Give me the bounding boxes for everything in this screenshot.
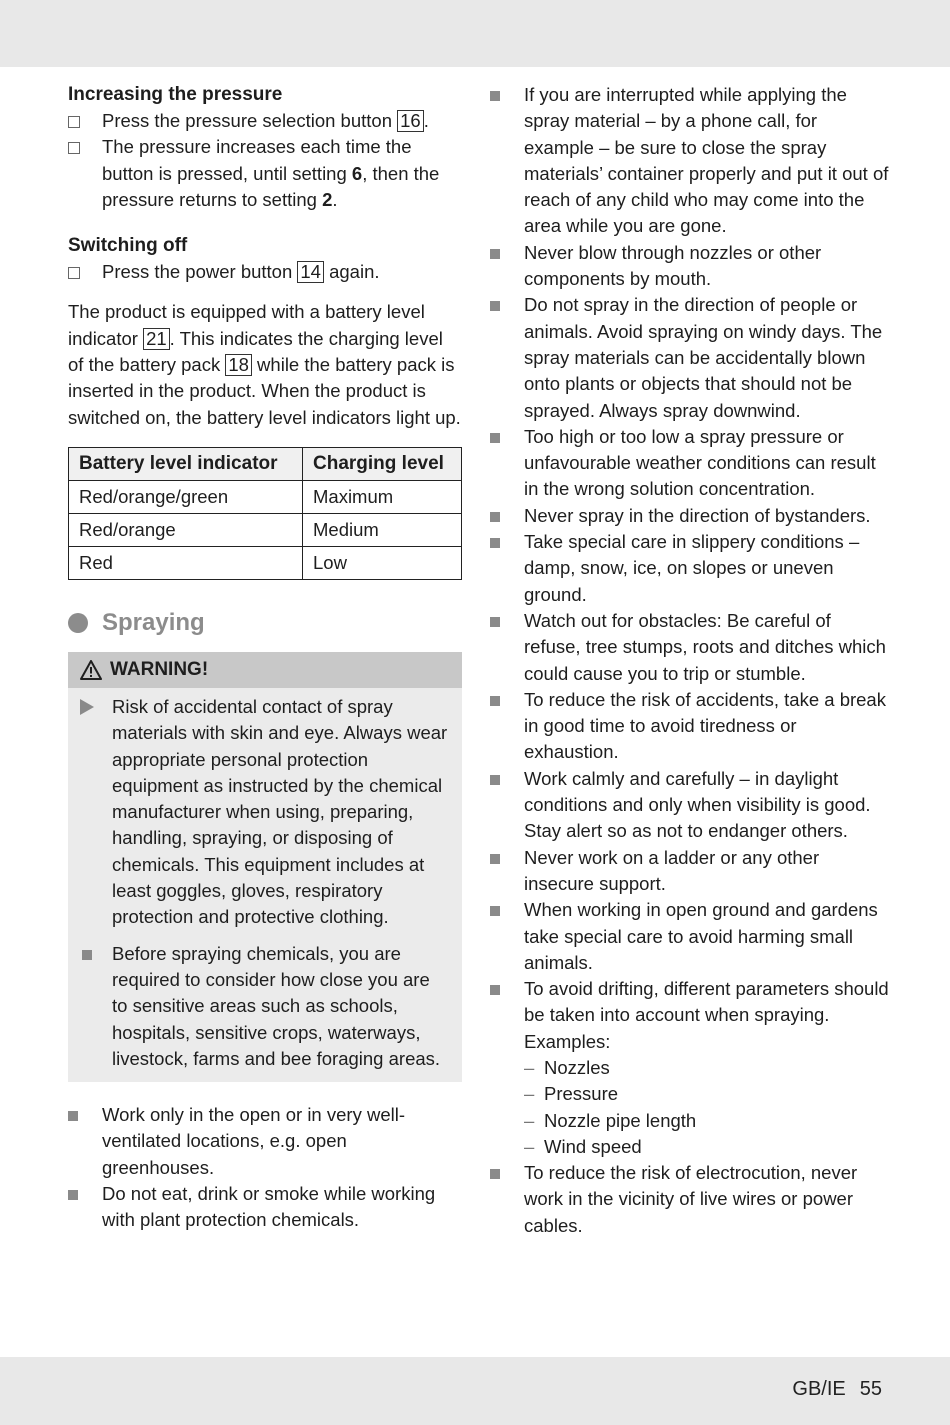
example-item: – Pressure bbox=[524, 1081, 890, 1107]
square-bullet-icon bbox=[490, 301, 500, 311]
warning-title: WARNING! bbox=[110, 658, 209, 680]
region-label: GB/IE bbox=[792, 1378, 846, 1400]
pressure-step-2: The pressure increases each time the button is pressed, until setting 6, then the pressure returns to setting 2. bbox=[68, 134, 462, 213]
pressure-step-1: Press the pressure selection button 16 . bbox=[68, 108, 462, 134]
square-bullet-icon bbox=[68, 1190, 78, 1200]
list-item: Work only in the open or in very well-ventilated locations, e.g. open greenhouses. bbox=[68, 1102, 462, 1181]
ref-box: 14 bbox=[297, 261, 324, 283]
square-bullet-icon bbox=[490, 538, 500, 548]
square-bullet-icon bbox=[490, 249, 500, 259]
pressure-heading: Increasing the pressure bbox=[68, 84, 283, 105]
square-bullet-icon bbox=[82, 950, 92, 960]
square-bullet-icon bbox=[490, 91, 500, 101]
square-bullet-icon bbox=[490, 906, 500, 916]
page-footer bbox=[792, 1378, 882, 1401]
list-item: Do not spray in the direction of people or animals. Avoid spraying on windy days. The spray materials can be accidentally blown onto plants or objects that should not be sprayed. Always spray downwind. bbox=[490, 292, 890, 423]
example-item: – Nozzle pipe length bbox=[524, 1108, 890, 1134]
examples-label: Examples: bbox=[524, 1030, 611, 1052]
list-item: To reduce the risk of electrocution, never work in the vicinity of live wires or power cables. bbox=[490, 1160, 890, 1239]
switching-off-step: Press the power button 14 again. bbox=[68, 259, 462, 285]
list-item: When working in open ground and gardens take special care to avoid harming small animals. bbox=[490, 897, 890, 976]
warning-item: Before spraying chemicals, you are required to consider how close you are to sensitive areas such as schools, hospitals, sensitive crops, waterways, livestock, farms and bee foraging areas. bbox=[68, 941, 462, 1072]
list-item: Too high or too low a spray pressure or unfavourable weather conditions can result in the wrong solution concentration. bbox=[490, 424, 890, 503]
warning-triangle-icon bbox=[80, 660, 102, 680]
table-cell: Red/orange/green bbox=[69, 480, 303, 513]
square-bullet-icon bbox=[490, 854, 500, 864]
table-cell: Maximum bbox=[303, 480, 462, 513]
dash-icon: – bbox=[524, 1056, 535, 1078]
list-item: Never blow through nozzles or other components by mouth. bbox=[490, 240, 890, 293]
square-bullet-icon bbox=[490, 775, 500, 785]
battery-paragraph: The product is equipped with a battery level indicator 21 . This indicates the charging level of the battery pack 18 while the battery pack is inserted in the product. When the product is switched on, the battery level indicators light up. bbox=[68, 301, 461, 428]
table-row bbox=[69, 480, 462, 513]
section-title: Spraying bbox=[102, 608, 205, 636]
dash-icon: – bbox=[524, 1135, 535, 1157]
dash-icon: – bbox=[524, 1109, 535, 1131]
table-cell: Red/orange bbox=[69, 513, 303, 546]
table-row bbox=[69, 546, 462, 579]
list-item: Work calmly and carefully – in daylight conditions and only when visibility is good. Stay alert so as not to endanger others. bbox=[490, 766, 890, 845]
table-header: Charging level bbox=[303, 447, 462, 480]
left-bullet-list bbox=[68, 1102, 462, 1233]
table-cell: Red bbox=[69, 546, 303, 579]
table-header-row bbox=[69, 447, 462, 480]
page-number: 55 bbox=[859, 1378, 882, 1400]
checkbox-icon bbox=[68, 116, 80, 128]
left-column bbox=[68, 82, 462, 1234]
ref-box: 18 bbox=[225, 354, 252, 376]
list-item: Do not eat, drink or smoke while working with plant protection chemicals. bbox=[68, 1181, 462, 1234]
square-bullet-icon bbox=[490, 1169, 500, 1179]
switching-off-heading: Switching off bbox=[68, 235, 188, 257]
checkbox-icon bbox=[68, 142, 80, 154]
square-bullet-icon bbox=[490, 512, 500, 522]
square-bullet-icon bbox=[490, 433, 500, 443]
table-cell: Medium bbox=[303, 513, 462, 546]
list-item: Never spray in the direction of bystanders. bbox=[490, 503, 890, 529]
table-cell: Low bbox=[303, 546, 462, 579]
ref-box: 21 bbox=[143, 328, 170, 350]
section-heading bbox=[68, 606, 462, 640]
square-bullet-icon bbox=[68, 1111, 78, 1121]
table-row bbox=[69, 513, 462, 546]
list-item: To avoid drifting, different parameters should be taken into account when spraying. Examples: – Nozzles – Pressure – Nozzle pipe length – Wind speed bbox=[490, 976, 890, 1160]
top-band bbox=[0, 0, 950, 67]
square-bullet-icon bbox=[490, 985, 500, 995]
list-item: Watch out for obstacles: Be careful of refuse, tree stumps, roots and ditches which could cause you to trip or stumble. bbox=[490, 608, 890, 687]
list-item: If you are interrupted while applying the spray material – by a phone call, for example – be sure to close the spray materials’ container properly and put it out of reach of any child who may come into the area while you are gone. bbox=[490, 82, 890, 240]
dash-icon: – bbox=[524, 1083, 535, 1105]
example-item: – Wind speed bbox=[524, 1134, 890, 1160]
arrow-bullet-icon bbox=[80, 699, 94, 715]
checkbox-icon bbox=[68, 267, 80, 279]
list-item: To reduce the risk of accidents, take a break in good time to avoid tiredness or exhaustion. bbox=[490, 687, 890, 766]
battery-table bbox=[68, 447, 462, 580]
warning-item: Risk of accidental contact of spray materials with skin and eye. Always wear appropriate personal protection equipment as instructed by the chemical manufacturer when using, preparing, handling, spraying, or disposing of chemicals. This equipment includes at least goggles, gloves, respiratory protection and protective clothing. bbox=[68, 694, 462, 931]
warning-header bbox=[68, 652, 462, 688]
square-bullet-icon bbox=[490, 617, 500, 627]
right-column bbox=[490, 82, 890, 1239]
ref-box: 16 bbox=[397, 110, 424, 132]
list-item: Never work on a ladder or any other insecure support. bbox=[490, 845, 890, 898]
square-bullet-icon bbox=[490, 696, 500, 706]
table-header: Battery level indicator bbox=[69, 447, 303, 480]
warning-box bbox=[68, 652, 462, 1082]
example-item: – Nozzles bbox=[524, 1055, 890, 1081]
list-item: Take special care in slippery conditions – damp, snow, ice, on slopes or uneven ground. bbox=[490, 529, 890, 608]
bullet-dot-icon bbox=[68, 613, 88, 633]
